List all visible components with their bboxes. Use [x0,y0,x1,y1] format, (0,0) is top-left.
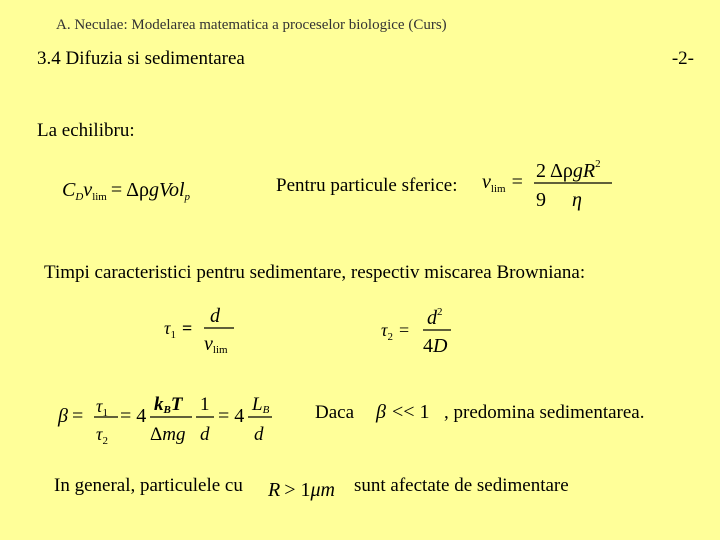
general-label: In general, particulele cu [54,475,243,496]
svg-text:9: 9 [536,189,546,211]
svg-text:d2: $d^2$ [427,306,443,329]
svg-text:d: d [254,424,264,445]
course-header: A. Neculae: Modelarea matematica a proceselor biologice (Curs) [56,17,447,33]
equilibrium-equation [62,170,232,206]
daca-label: Daca [315,402,355,423]
svg-text:LB: LB [252,394,270,416]
spherical-label: Pentru particule sferice: [276,175,458,196]
affected-label: sunt afectate de sedimentare [354,475,569,496]
svg-text:τ1=: $\tau_1$ = [164,318,193,341]
svg-text:τ1: $\tau_1$ [96,396,108,419]
svg-text:R> 1μm: R > 1μm [268,479,335,501]
svg-text:β=: β = [58,405,84,427]
section-title: 3.4 Difuzia si sedimentarea [37,48,245,69]
equilibrium-label: La echilibru: [37,120,135,141]
svg-text:= 4: = 4 [120,405,147,427]
svg-text:1: 1 [200,394,210,415]
svg-text:d: d [200,424,210,445]
beta-condition [376,396,446,426]
page-number: -2- [671,48,694,69]
svg-text:β<< 1: β << 1 [376,401,430,423]
svg-text:2ΔρgR2: 2 ΔρgR$^2$ [536,158,601,182]
svg-text:vlim=: $v_{lim}$ = [482,171,523,195]
svg-text:= 4: = 4 [218,405,245,427]
radius-condition [268,472,348,502]
svg-text:vlim: vlim [204,333,228,356]
svg-text:kBT: kBT [154,394,183,416]
beta-equation [58,388,288,452]
tau2-equation [381,300,461,360]
svg-text:CDvlim=ΔρgVolp: $C_Dv_{lim}$ = ΔρgVol$_p$ [62,179,191,203]
svg-text:Δmg: Δmg [150,424,186,445]
times-label: Timpi caracteristici pentru sedimentare, respectiv miscarea Browniana: [44,262,586,283]
svg-text:η: η [572,189,582,211]
predomina-label: , predomina sedimentarea. [444,402,645,423]
svg-text:τ2=: $\tau_2$ = [381,320,410,343]
tau1-equation [164,300,244,360]
svg-text:τ2: $\tau_2$ [96,424,108,447]
svg-text:d: d [210,305,220,327]
svg-text:4D: 4D [423,335,448,357]
spherical-velocity-equation [482,152,622,214]
